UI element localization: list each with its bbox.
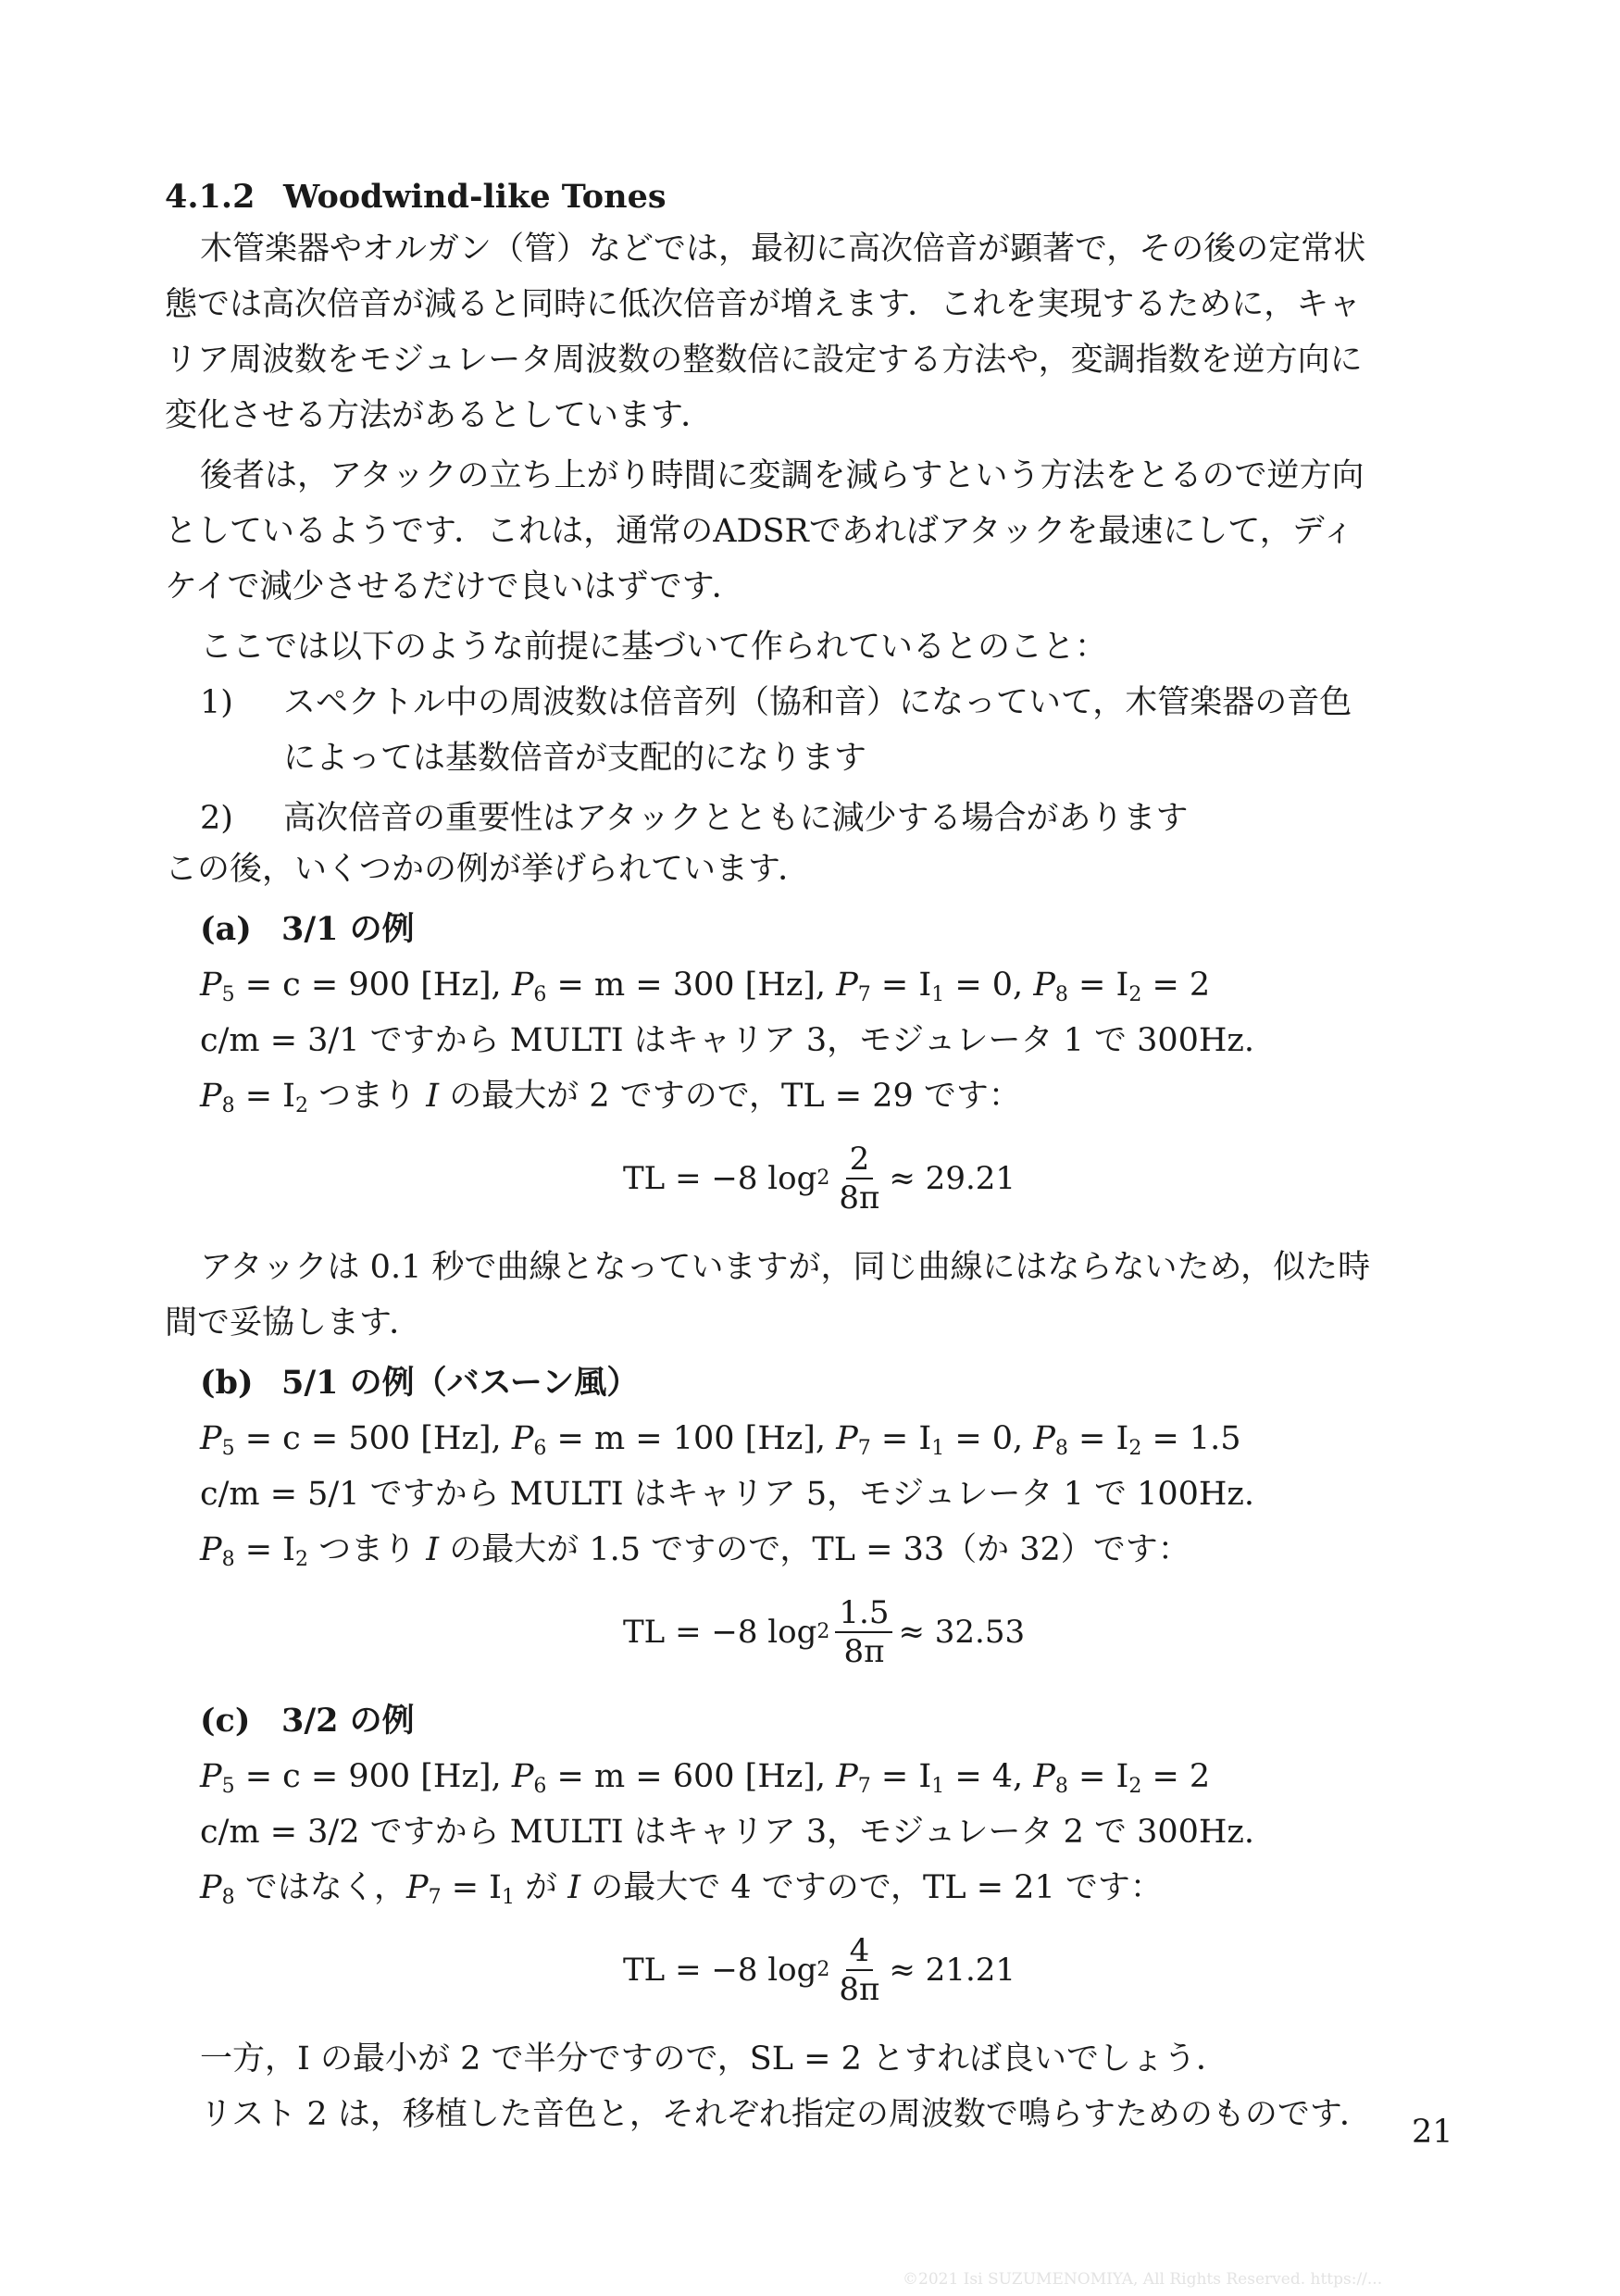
example-a-label: (a) bbox=[200, 910, 252, 948]
example-c-equation: TL = −8 log 2 $\frac{4}{8\pi}$ ≈ 21.21 bbox=[623, 1932, 1016, 2008]
example-c-heading bbox=[200, 1698, 415, 1744]
example-a-max: $P_8 = I_2$ つまり I の最大が 2 ですので，TL = 29 です： bbox=[200, 1078, 1021, 1117]
example-a-multi: c/m = 3/1 ですから MULTI はキャリア 3，モジュレータ 1 で 300Hz. bbox=[200, 1022, 1254, 1059]
latter-line: としているようです．これは，通常のADSRであればアタックを最速にして，ディ bbox=[165, 513, 1354, 550]
intro-line: 態では高次倍音が減ると同時に低次倍音が増えます．これを実現するために，キャ bbox=[165, 286, 1362, 323]
example-a-heading bbox=[200, 906, 415, 953]
example-c-multi: c/m = 3/2 ですから MULTI はキャリア 3，モジュレータ 2 で 300Hz. bbox=[200, 1814, 1254, 1851]
example-b-equation: TL = −8 log 2 $\frac{1.5}{8\pi}$ ≈ 32.53 bbox=[623, 1594, 1026, 1670]
example-c-title: 3/2 の例 bbox=[281, 1702, 415, 1740]
example-c-listing: リスト 2 は，移植した音色と，それぞれ指定の周波数で鳴らすためのものです． bbox=[200, 2096, 1373, 2133]
example-b-title: 5/1 の例（バスーン風） bbox=[281, 1364, 640, 1402]
section-title: Woodwind-like Tones bbox=[283, 178, 667, 216]
example-a-equation: TL = −8 log 2 $\frac{2}{8\pi}$ ≈ 29.21 bbox=[623, 1141, 1016, 1217]
list-item-number: 1) bbox=[200, 684, 233, 721]
latter-line: ケイで減少させるだけで良いはずです． bbox=[165, 568, 744, 605]
intro-line: 木管楽器やオルガン（管）などでは，最初に高次倍音が顕著で，その後の定常状 bbox=[200, 231, 1366, 268]
premise-line: ここでは以下のような前提に基づいて作られているとのこと： bbox=[200, 629, 1108, 666]
list-item-text: 高次倍音の重要性はアタックとともに減少する場合があります bbox=[283, 800, 1189, 837]
example-b-label: (b) bbox=[200, 1364, 254, 1402]
example-c-max: $P_8$ ではなく，$P_7 = I_1$ が I の最大で 4 ですので，TL = 21 です： bbox=[200, 1869, 1163, 1909]
section-number: 4.1.2 bbox=[165, 178, 255, 216]
intro-line: リア周波数をモジュレータ周波数の整数倍に設定する方法や，変調指数を逆方向に bbox=[165, 342, 1363, 379]
example-b-max: $P_8 = I_2$ つまり I の最大が 1.5 ですので，TL = 33（か 32）です： bbox=[200, 1531, 1190, 1571]
example-b-params: $P_5 = c = 500$ [Hz], $P_6 = m = 100$ [Hz], $P_7 = I_1 = 0$, $P_8 = I_2 = 1.5$ bbox=[200, 1420, 1241, 1460]
list-item-text: スペクトル中の周波数は倍音列（協和音）になっていて，木管楽器の音色 bbox=[283, 684, 1352, 721]
example-a-note: 間で妥協します． bbox=[165, 1304, 422, 1341]
list-item-number: 2) bbox=[200, 800, 233, 837]
example-c-label: (c) bbox=[200, 1702, 251, 1740]
example-c-sl: 一方，I の最小が 2 で半分ですので，SL = 2 とすれば良いでしょう． bbox=[200, 2040, 1228, 2078]
intro-line: 変化させる方法があるとしています． bbox=[165, 397, 714, 434]
list-item-text: によっては基数倍音が支配的になります bbox=[283, 740, 867, 777]
page-number: 21 bbox=[1412, 2114, 1453, 2151]
latter-line: 後者は，アタックの立ち上がり時間に変調を減らすという方法をとるので逆方向 bbox=[200, 457, 1365, 494]
example-b-heading bbox=[200, 1360, 639, 1406]
after-list-line: この後，いくつかの例が挙げられています． bbox=[165, 851, 811, 888]
copyright-watermark: ©2021 Isi SUZUMENOMIYA, All Rights Reserved. https://... bbox=[903, 2270, 1383, 2289]
example-a-title: 3/1 の例 bbox=[281, 910, 415, 948]
example-a-note: アタックは 0.1 秒で曲線となっていますが，同じ曲線にはならないため，似た時 bbox=[200, 1249, 1371, 1286]
section-heading bbox=[165, 174, 667, 220]
example-a-params: $P_5 = c = 900$ [Hz], $P_6 = m = 300$ [Hz], $P_7 = I_1 = 0$, $P_8 = I_2 = 2$ bbox=[200, 967, 1211, 1006]
example-b-multi: c/m = 5/1 ですから MULTI はキャリア 5，モジュレータ 1 で 100Hz. bbox=[200, 1476, 1254, 1513]
example-c-params: $P_5 = c = 900$ [Hz], $P_6 = m = 600$ [Hz], $P_7 = I_1 = 4$, $P_8 = I_2 = 2$ bbox=[200, 1758, 1211, 1798]
